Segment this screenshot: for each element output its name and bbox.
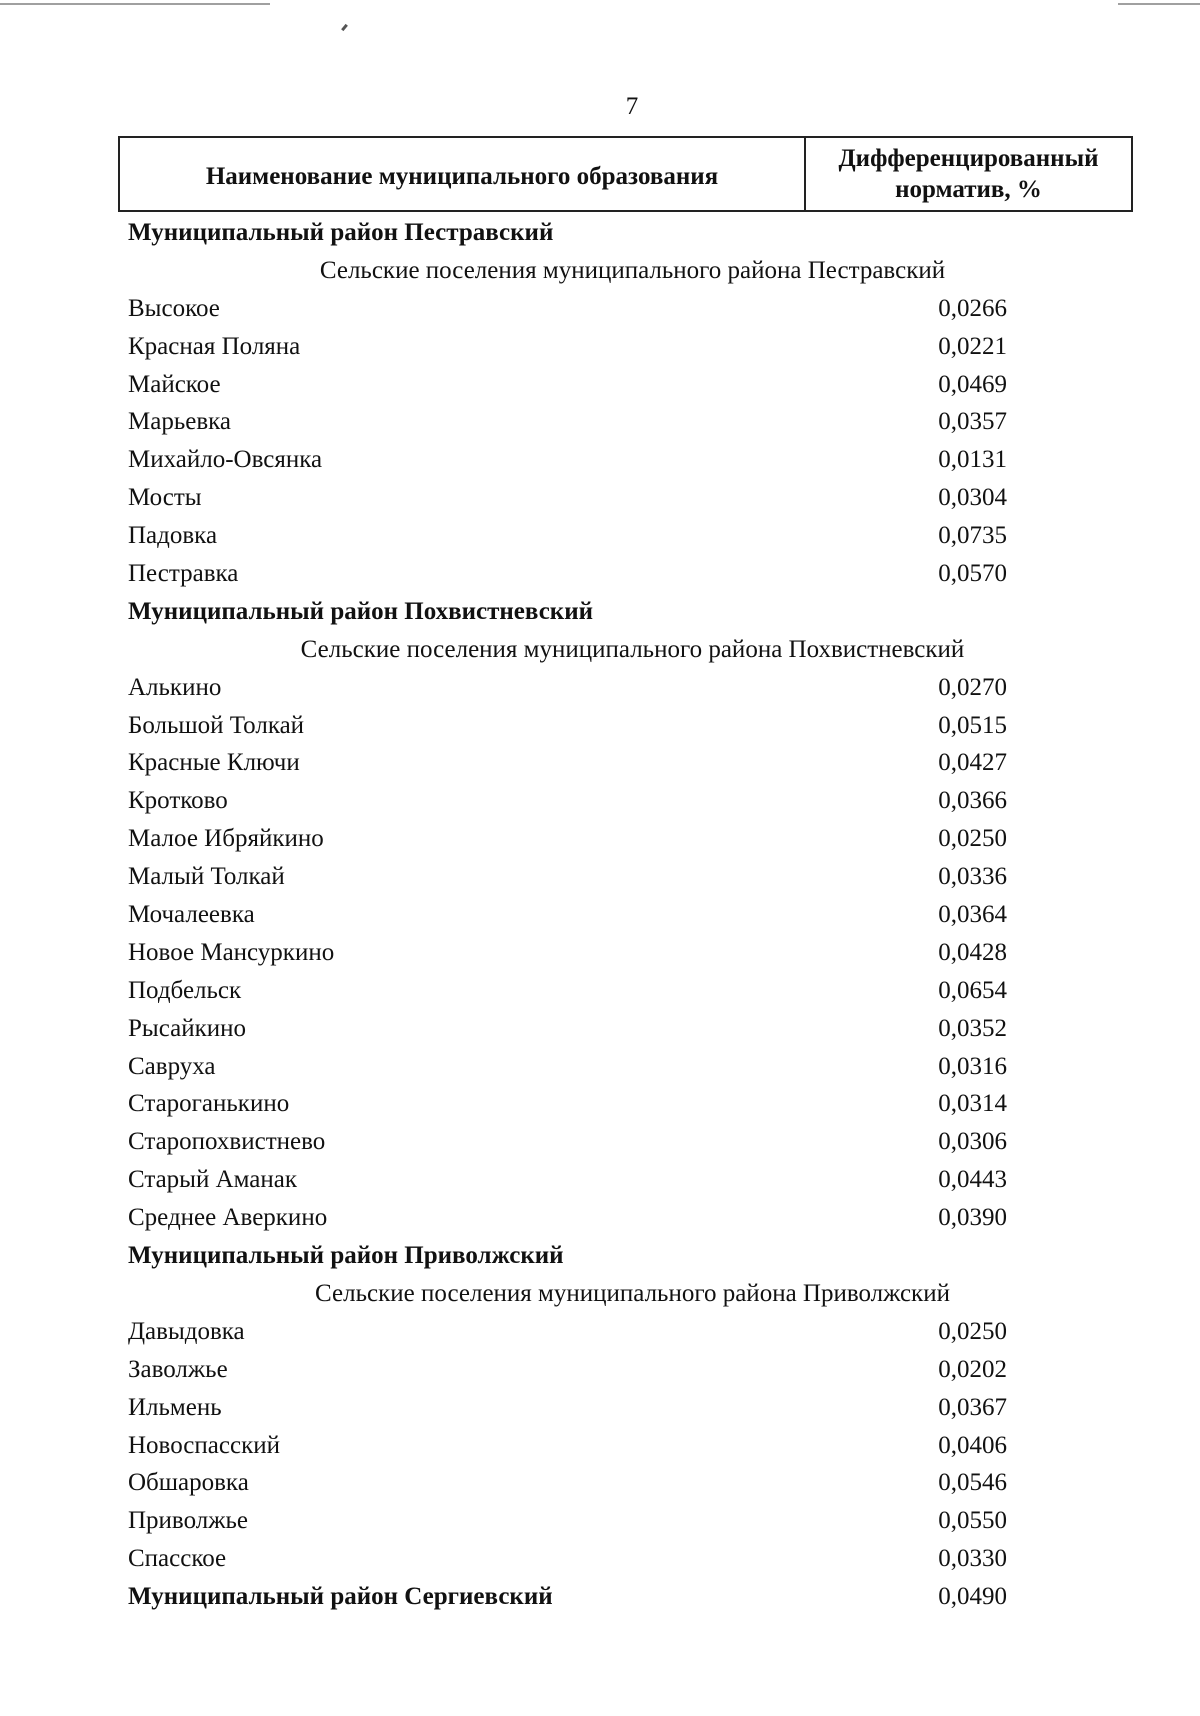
settlement-name: Заволжье — [128, 1355, 228, 1383]
norm-value: 0,0406 — [938, 1431, 1007, 1459]
settlement-name: Майское — [128, 370, 221, 398]
table-row — [128, 1123, 1136, 1161]
table-row — [128, 366, 1136, 404]
norm-value: 0,0357 — [938, 408, 1007, 436]
district-row — [128, 214, 1136, 252]
norm-value: 0,0735 — [938, 522, 1007, 550]
settlement-name: Пестравка — [128, 560, 239, 588]
settlement-name: Подбельск — [128, 976, 242, 1004]
norm-value: 0,0316 — [938, 1052, 1007, 1080]
table-row — [128, 441, 1136, 479]
table-row — [128, 1389, 1136, 1427]
table-row — [128, 1161, 1136, 1199]
page-number: 7 — [625, 93, 639, 120]
header-norm-line1: Дифференцированный — [838, 145, 1099, 172]
settlement-name: Красная Поляна — [128, 332, 301, 360]
settlement-name: Старый Аманак — [128, 1166, 298, 1194]
norm-value: 0,0390 — [938, 1204, 1007, 1232]
norm-value: 0,0654 — [938, 976, 1007, 1004]
settlement-name: Мочалеевка — [128, 901, 255, 929]
header-norm-column — [806, 138, 1131, 210]
table-row — [128, 972, 1136, 1010]
table-row — [128, 669, 1136, 707]
norm-value: 0,0304 — [938, 484, 1007, 512]
district-row — [128, 1237, 1136, 1275]
settlement-name: Марьевка — [128, 408, 231, 436]
norm-value: 0,0515 — [938, 711, 1007, 739]
header-norm-line2: норматив, % — [895, 176, 1042, 203]
district-name: Муниципальный район Сергиевский — [128, 1583, 553, 1611]
table-row — [128, 858, 1136, 896]
table-row — [128, 1351, 1136, 1389]
district-name: Муниципальный район Приволжский — [128, 1242, 564, 1270]
subheader-title: Сельские поселения муниципального района Пестравский — [319, 256, 946, 284]
norm-value: 0,0550 — [938, 1507, 1007, 1535]
table-row — [128, 1085, 1136, 1123]
norm-value: 0,0443 — [938, 1166, 1007, 1194]
subheader-row — [128, 1275, 1136, 1313]
settlement-name: Ильмень — [128, 1393, 222, 1421]
norm-value: 0,0270 — [938, 673, 1007, 701]
settlement-name: Староганькино — [128, 1090, 290, 1118]
norm-value: 0,0546 — [938, 1469, 1007, 1497]
table-row — [128, 1464, 1136, 1502]
subheader-title: Сельские поселения муниципального района Приволжский — [315, 1279, 950, 1307]
settlement-name: Малое Ибряйкино — [128, 825, 324, 853]
norm-value: 0,0469 — [938, 370, 1007, 398]
settlement-name: Новоспасский — [128, 1431, 280, 1459]
norm-value: 0,0367 — [938, 1393, 1007, 1421]
settlement-name: Спасское — [128, 1545, 227, 1573]
norm-value: 0,0221 — [938, 332, 1007, 360]
norm-value: 0,0364 — [938, 901, 1007, 929]
table-body — [128, 214, 1136, 1616]
table-row — [128, 1010, 1136, 1048]
settlement-name: Алькино — [128, 673, 222, 701]
subheader-row — [128, 252, 1136, 290]
settlement-name: Кротково — [128, 787, 228, 815]
table-row — [128, 1540, 1136, 1578]
table-row — [128, 479, 1136, 517]
subheader-row — [128, 631, 1136, 669]
settlement-name: Рысайкино — [128, 1014, 246, 1042]
table-row — [128, 782, 1136, 820]
settlement-name: Малый Толкай — [128, 863, 285, 891]
table-row — [128, 744, 1136, 782]
scan-artifact-mark — [341, 24, 348, 31]
table-row — [128, 1313, 1136, 1351]
norm-value: 0,0250 — [938, 1317, 1007, 1345]
table-row — [128, 555, 1136, 593]
norm-value: 0,0266 — [938, 294, 1007, 322]
norm-value: 0,0202 — [938, 1355, 1007, 1383]
table-row — [128, 328, 1136, 366]
table-row — [128, 1199, 1136, 1237]
norm-value: 0,0306 — [938, 1128, 1007, 1156]
district-row — [128, 1578, 1136, 1616]
header-name-column: Наименование муниципального образования — [120, 138, 806, 210]
scan-artifact-top-right — [1118, 3, 1200, 5]
settlement-name: Красные Ключи — [128, 749, 300, 777]
norm-value: 0,0352 — [938, 1014, 1007, 1042]
settlement-name: Падовка — [128, 522, 218, 550]
table-row — [128, 934, 1136, 972]
subheader-title: Сельские поселения муниципального района Похвистневский — [300, 635, 965, 663]
settlement-name: Савруха — [128, 1052, 216, 1080]
district-row — [128, 593, 1136, 631]
district-name: Муниципальный район Похвистневский — [128, 597, 594, 625]
table-row — [128, 403, 1136, 441]
table-row — [128, 290, 1136, 328]
norm-value: 0,0314 — [938, 1090, 1007, 1118]
settlement-name: Большой Толкай — [128, 711, 305, 739]
norm-value: 0,0336 — [938, 863, 1007, 891]
settlement-name: Давыдовка — [128, 1317, 245, 1345]
table-row — [128, 1427, 1136, 1465]
settlement-name: Приволжье — [128, 1507, 248, 1535]
table-row — [128, 896, 1136, 934]
settlement-name: Михайло-Овсянка — [128, 446, 323, 474]
settlement-name: Старопохвистнево — [128, 1128, 326, 1156]
settlement-name: Новое Мансуркино — [128, 938, 335, 966]
district-name: Муниципальный район Пестравский — [128, 219, 554, 246]
settlement-name: Высокое — [128, 294, 220, 322]
table-row — [128, 1502, 1136, 1540]
table-header — [118, 136, 1133, 212]
settlement-name: Мосты — [128, 484, 202, 512]
norm-value: 0,0427 — [938, 749, 1007, 777]
settlement-name: Среднее Аверкино — [128, 1204, 328, 1232]
settlement-name: Обшаровка — [128, 1469, 249, 1497]
table-row — [128, 820, 1136, 858]
scan-artifact-top-left — [0, 3, 270, 5]
table-row — [128, 517, 1136, 555]
norm-value: 0,0428 — [938, 938, 1007, 966]
norm-value: 0,0131 — [938, 446, 1007, 474]
norm-value: 0,0250 — [938, 825, 1007, 853]
norm-value: 0,0490 — [938, 1583, 1007, 1611]
table-row — [128, 707, 1136, 745]
norm-value: 0,0330 — [938, 1545, 1007, 1573]
table-row — [128, 1048, 1136, 1086]
norm-value: 0,0366 — [938, 787, 1007, 815]
norm-value: 0,0570 — [938, 560, 1007, 588]
